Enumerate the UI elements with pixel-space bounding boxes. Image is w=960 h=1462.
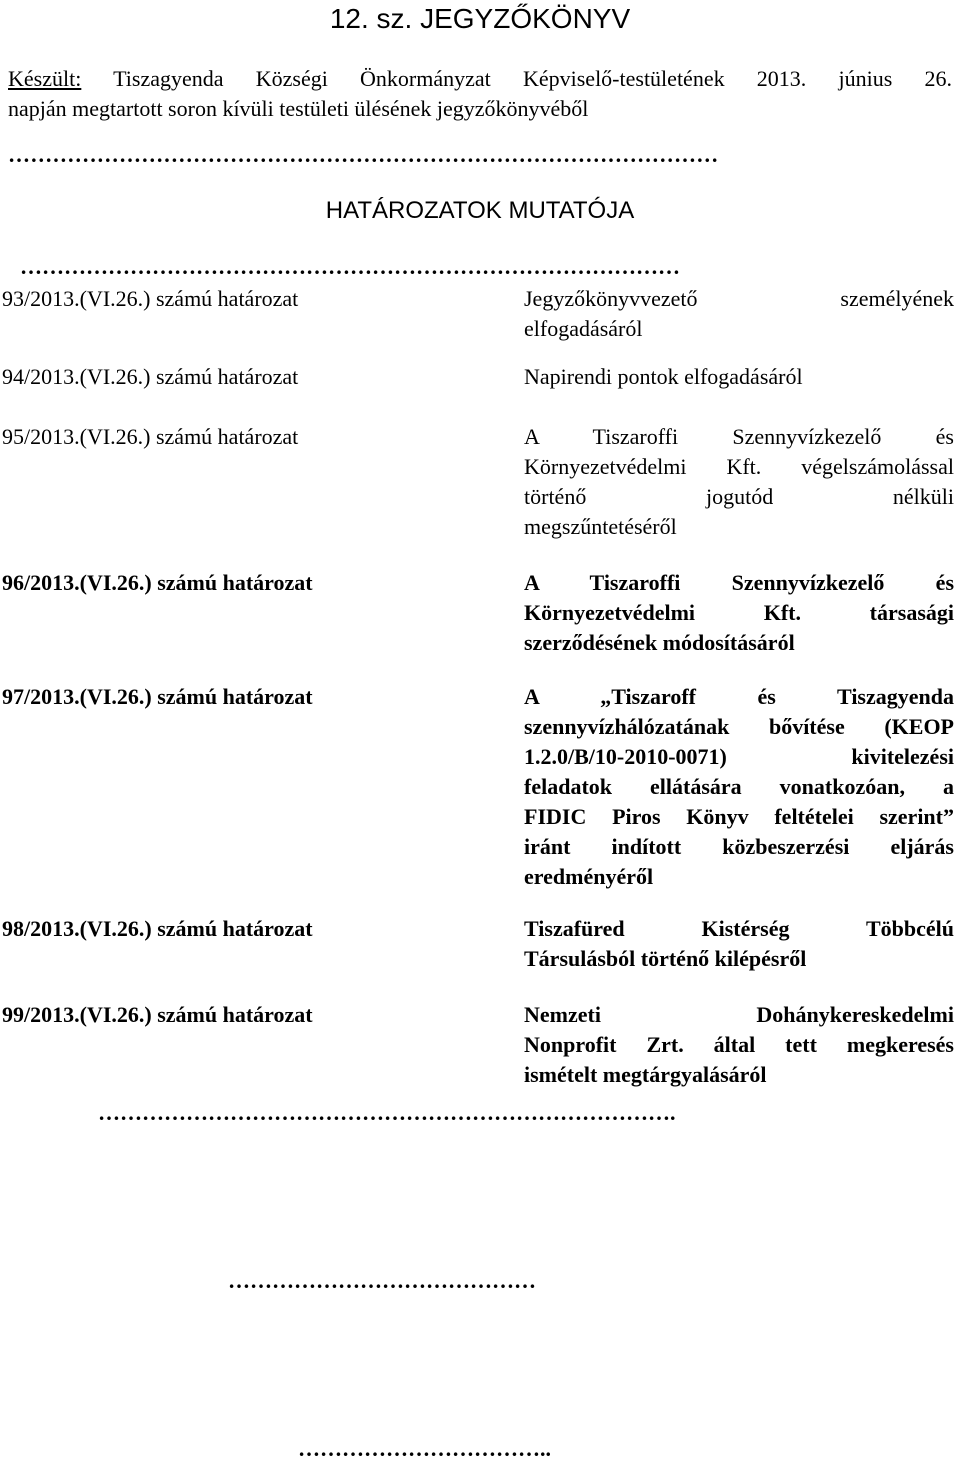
resolution-title — [524, 284, 954, 344]
resolution-title-line: Tiszafüred Kistérség Többcélú — [524, 916, 954, 941]
resolution-number: 96/2013.(VI.26.) számú határozat — [2, 570, 313, 595]
resolution-number: 93/2013.(VI.26.) számú határozat — [2, 286, 299, 311]
separator-dots: …………………………….. — [298, 1436, 551, 1461]
index-heading: HATÁROZATOK MUTATÓJA — [325, 197, 635, 224]
resolution-number: 95/2013.(VI.26.) számú határozat — [2, 424, 299, 449]
separator-dots: …………………………………………………………………………………… — [8, 142, 719, 167]
resolution-title-line: megszűntetéséről — [524, 514, 677, 539]
separator-dots: ……………………………………………………………………………… — [20, 254, 680, 279]
resolution-title-line: Társulásból történő kilépésről — [524, 946, 807, 971]
intro-paragraph — [8, 64, 952, 124]
resolution-title-line: eredményéről — [524, 864, 654, 889]
intro-line-1 — [8, 64, 952, 94]
resolution-title-line: Környezetvédelmi Kft. végelszámolással — [524, 454, 954, 479]
resolution-title — [524, 1000, 954, 1090]
resolution-number: 97/2013.(VI.26.) számú határozat — [2, 684, 313, 709]
resolution-title-line: szerződésének módosításáról — [524, 630, 795, 655]
intro-line-2: napján megtartott soron kívüli testületi ülésének jegyzőkönyvéből — [8, 96, 589, 121]
resolution-number: 94/2013.(VI.26.) számú határozat — [2, 364, 299, 389]
resolution-title-line: szennyvízhálózatának bővítése (KEOP — [524, 714, 954, 739]
resolution-title-line: történő jogutód nélküli — [524, 484, 954, 509]
resolution-title-line: 1.2.0/B/10-2010-0071) kivitelezési — [524, 744, 954, 769]
document-title: 12. sz. JEGYZŐKÖNYV — [329, 3, 631, 34]
resolution-number: 99/2013.(VI.26.) számú határozat — [2, 1002, 313, 1027]
resolution-title — [524, 422, 954, 542]
resolution-title-line: ismételt megtárgyalásáról — [524, 1062, 767, 1087]
resolution-title-line: A Tiszaroffi Szennyvízkezelő és — [524, 570, 954, 595]
intro-line-1-text: Tiszagyenda Községi Önkormányzat Képviselő-testületének 2013. június 26. — [81, 66, 952, 91]
intro-label: Készült: — [8, 66, 82, 91]
resolution-title-line: Napirendi pontok elfogadásáról — [524, 364, 803, 389]
resolution-title-line: A Tiszaroffi Szennyvízkezelő és — [524, 424, 954, 449]
resolution-title-line: iránt indított közbeszerzési eljárás — [524, 834, 954, 859]
resolution-title-line: Jegyzőkönyvvezető személyének — [524, 286, 954, 311]
resolution-number: 98/2013.(VI.26.) számú határozat — [2, 916, 313, 941]
resolution-title-line: FIDIC Piros Könyv feltételei szerint” — [524, 804, 954, 829]
resolution-title-line: A „Tiszaroff és Tiszagyenda — [524, 684, 954, 709]
resolution-title-line: feladatok ellátására vonatkozóan, a — [524, 774, 954, 799]
separator-dots: ……………………………………………………………………. — [98, 1100, 676, 1125]
resolution-title-line: Nonprofit Zrt. által tett megkeresés — [524, 1032, 954, 1057]
resolution-title — [524, 568, 954, 658]
separator-dots: …………………………………… — [228, 1268, 536, 1293]
resolution-title — [524, 914, 954, 974]
resolution-title — [524, 682, 954, 892]
resolution-title-line: elfogadásáról — [524, 316, 643, 341]
resolution-title — [524, 362, 954, 392]
resolution-title-line: Nemzeti Dohánykereskedelmi — [524, 1002, 954, 1027]
resolution-title-line: Környezetvédelmi Kft. társasági — [524, 600, 954, 625]
